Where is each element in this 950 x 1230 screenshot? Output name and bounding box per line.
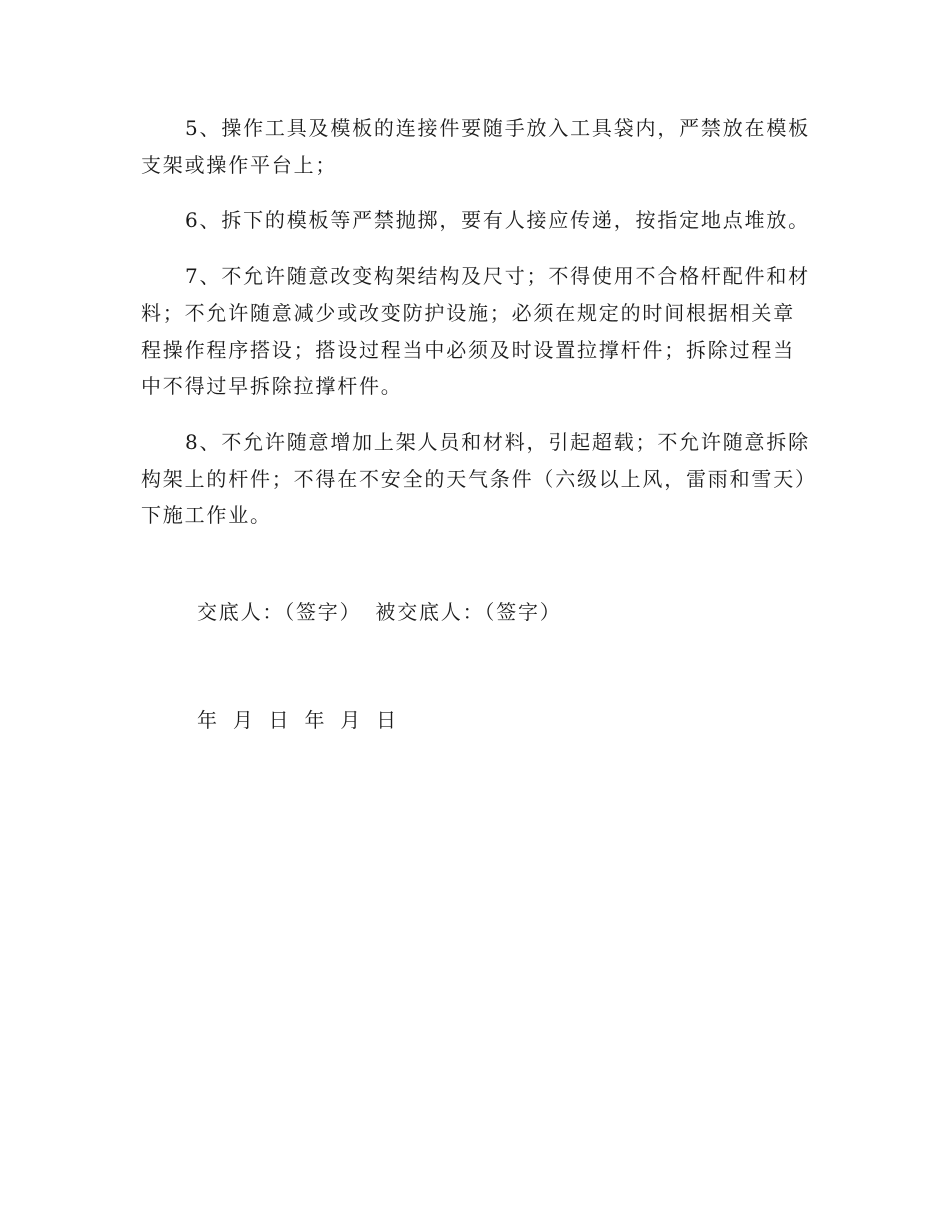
paragraph-item-8: 8、不允许随意增加上架人员和材料，引起超载；不允许随意拆除构架上的杆件；不得在不安全的天气条件（六级以上风，雷雨和雪天）下施工作业。 [141,429,810,528]
paragraph-item-5: 5、操作工具及模板的连接件要随手放入工具袋内，严禁放在模板支架或操作平台上； [141,116,810,177]
discloser-date-month: 月 [232,708,255,732]
recipient-date-day: 日 [376,708,398,732]
discloser-label: 交底人： [197,600,285,624]
discloser-date-day: 日 [268,708,291,732]
recipient-date-month: 月 [340,708,363,732]
date-line [197,704,412,733]
discloser-date-year: 年 [197,708,219,732]
document-body [141,110,811,553]
recipient-date-year: 年 [304,708,327,732]
discloser-signature-field: （签字） [284,600,362,624]
recipient-label: 被交底人： [375,600,485,624]
signature-line [197,596,562,625]
paragraph-item-7: 7、不允许随意改变构架结构及尺寸；不得使用不合格杆配件和材料；不允许随意减少或改变防护设施；必须在规定的时间根据相关章程操作程序搭设；搭设过程当中必须及时设置拉撑杆件；拆除过程当中不得过早拆除拉撑杆件。 [141,264,810,399]
paragraph-item-6: 6、拆下的模板等严禁抛掷，要有人接应传递，按指定地点堆放。 [185,208,810,233]
recipient-signature-field: （签字） [484,600,562,624]
